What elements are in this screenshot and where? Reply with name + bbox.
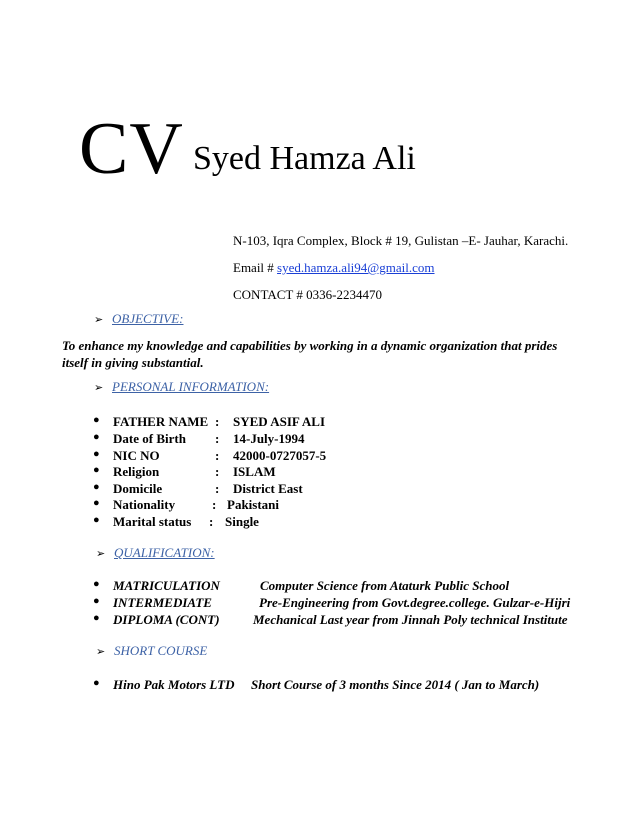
- objective-text: To enhance my knowledge and capabilities by working in a dynamic organization that prides itself in giving substantial.: [62, 338, 558, 370]
- candidate-name: Syed Hamza Ali: [193, 140, 416, 177]
- bullet-icon: ●: [93, 497, 100, 509]
- arrow-bullet-icon: ➢: [94, 382, 104, 394]
- objective-heading: ➢ OBJECTIVE:: [94, 311, 184, 326]
- personal-row: [93, 514, 353, 531]
- personal-colon: :: [215, 481, 220, 496]
- personal-value: 14-July-1994: [233, 431, 305, 446]
- personal-row: [93, 497, 353, 514]
- personal-label: Nationality: [113, 497, 176, 512]
- personal-heading: ➢ PERSONAL INFORMATION:: [94, 379, 270, 394]
- personal-value: District East: [233, 481, 303, 496]
- personal-label: NIC NO: [113, 448, 160, 463]
- bullet-icon: ●: [93, 464, 100, 476]
- personal-row: [93, 464, 353, 481]
- contact-number: CONTACT # 0336-2234470: [233, 287, 382, 302]
- bullet-icon: ●: [93, 595, 100, 607]
- arrow-bullet-icon: ➢: [96, 548, 106, 560]
- personal-colon: :: [215, 464, 220, 479]
- short-course-heading: ➢ SHORT COURSE: [96, 643, 208, 658]
- qualification-row: [93, 578, 563, 595]
- bullet-icon: ●: [93, 578, 100, 590]
- personal-label: Religion: [113, 464, 160, 479]
- bullet-icon: ●: [93, 481, 100, 493]
- qualification-level: INTERMEDIATE: [113, 595, 212, 610]
- bullet-icon: ●: [93, 612, 100, 624]
- qualification-detail: Mechanical Last year from Jinnah Poly technical Institute: [253, 612, 568, 627]
- personal-colon: :: [215, 448, 220, 463]
- personal-colon: :: [212, 497, 217, 512]
- bullet-icon: ●: [93, 414, 100, 426]
- qualification-row: [93, 595, 571, 612]
- short-course-place: Hino Pak Motors LTD: [113, 677, 235, 692]
- qualification-heading: ➢ QUALIFICATION:: [96, 545, 215, 560]
- personal-colon: :: [209, 514, 214, 529]
- personal-value: Single: [225, 514, 259, 529]
- personal-value: ISLAM: [233, 464, 276, 479]
- bullet-icon: ●: [93, 448, 100, 460]
- bullet-icon: ●: [93, 431, 100, 443]
- arrow-bullet-icon: ➢: [94, 314, 104, 326]
- short-course-detail: Short Course of 3 months Since 2014 ( Jan to March): [251, 677, 540, 692]
- qualification-row: [93, 612, 568, 629]
- personal-colon: :: [215, 414, 220, 429]
- arrow-bullet-icon: ➢: [96, 646, 106, 658]
- short-course-row: [93, 677, 540, 694]
- qualification-level: DIPLOMA (CONT): [113, 612, 220, 627]
- bullet-icon: ●: [93, 677, 100, 689]
- personal-row: [93, 481, 353, 498]
- personal-label: Date of Birth: [113, 431, 186, 446]
- address: N-103, Iqra Complex, Block # 19, Gulistan –E- Jauhar, Karachi.: [233, 233, 569, 248]
- qualification-detail: Pre-Engineering from Govt.degree.college. Gulzar-e-Hijri: [259, 595, 571, 610]
- email-link[interactable]: syed.hamza.ali94@gmail.com: [277, 260, 435, 275]
- personal-value: SYED ASIF ALI: [233, 414, 325, 429]
- cv-title: CV: [79, 108, 184, 190]
- email-line: [233, 260, 435, 276]
- personal-label: Marital status: [113, 514, 192, 529]
- qualification-detail: Computer Science from Ataturk Public School: [260, 578, 510, 593]
- personal-label: FATHER NAME: [113, 414, 209, 429]
- qualification-level: MATRICULATION: [113, 578, 220, 593]
- personal-row: [93, 448, 353, 465]
- personal-row: [93, 414, 353, 431]
- personal-colon: :: [215, 431, 220, 446]
- personal-value: Pakistani: [227, 497, 280, 512]
- email-label: Email #: [233, 260, 278, 275]
- bullet-icon: ●: [93, 514, 100, 526]
- personal-value: 42000-0727057-5: [233, 448, 327, 463]
- personal-row: [93, 431, 353, 448]
- personal-label: Domicile: [113, 481, 163, 496]
